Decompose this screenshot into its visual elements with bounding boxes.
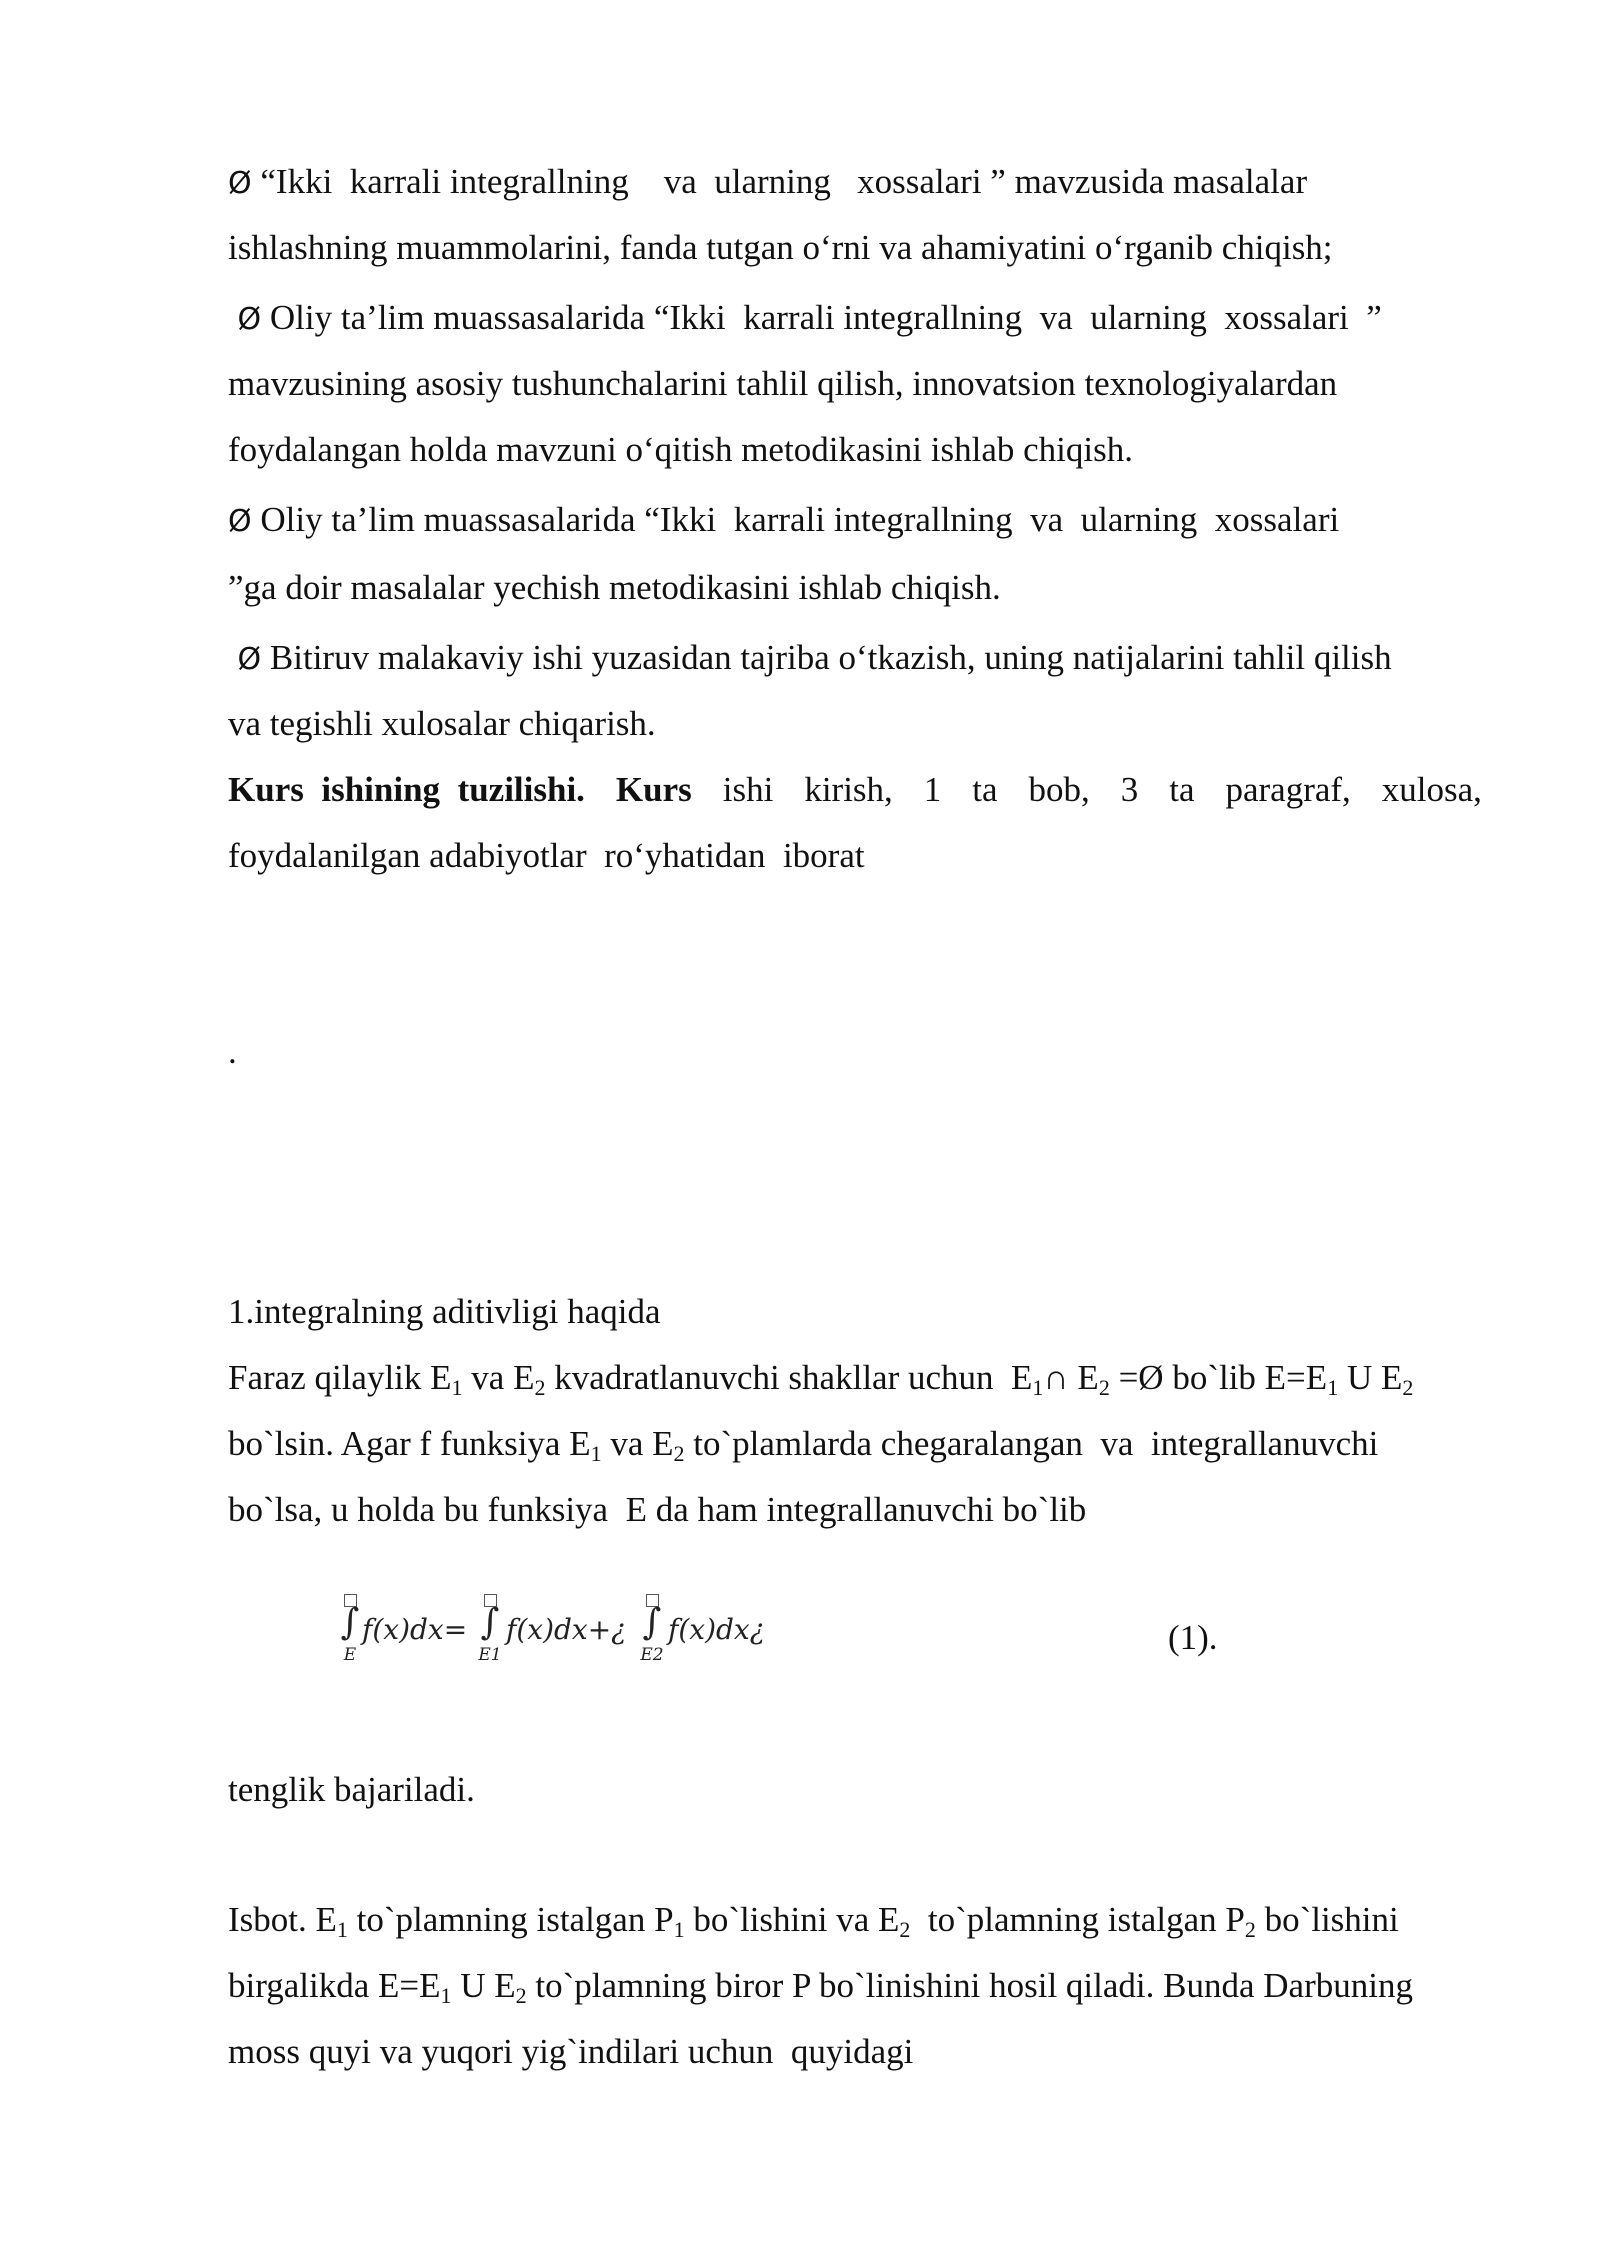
- text-line: Isbot. $E_1$ to`plamning istalgan $P_1$ bo`lishini va $E_2$ to`plamning istalgan $P_2$ bo`lishini: [228, 1900, 1399, 1942]
- text-line: birgalikda $E=E_1$ U $E_2$ to`plamning biror P bo`linishini hosil qiladi. Bunda Darbuning: [228, 1966, 1413, 2008]
- integral-2: [470, 1594, 510, 1674]
- bullet-text: Oliy ta’lim muassasalarida “Ikki karrali integrallning va ularning xossalari: [251, 500, 1340, 539]
- formula-term: f(x)dx+¿: [506, 1613, 627, 1646]
- integral-formula: [330, 1588, 850, 1678]
- structure-word: ta: [1169, 770, 1195, 809]
- bullet-line-3: [228, 498, 1339, 544]
- text-line: foydalanilgan adabiyotlar ro‘yhatidan iborat: [228, 836, 865, 875]
- bullet-line-2: [228, 296, 1382, 342]
- structure-word: xulosa,: [1381, 770, 1482, 809]
- integral-limit: E: [343, 1645, 357, 1665]
- text-line: tenglik bajariladi.: [228, 1770, 475, 1809]
- text-line: mavzusining asosiy tushunchalarini tahlil qilish, innovatsion texnologiyalardan: [228, 364, 1338, 403]
- text-line: ishlashning muammolarini, fanda tutgan o‘rni va ahamiyatini o‘rganib chiqish;: [228, 228, 1333, 267]
- bullet-line-4: [228, 636, 1392, 682]
- structure-word: ishi: [722, 770, 774, 809]
- bullet-text: Oliy ta’lim muassasalarida “Ikki karrali integrallning va ularning xossalari ”: [261, 298, 1382, 337]
- text-line: bo`lsa, u holda bu funksiya E da ham integrallanuvchi bo`lib: [228, 1490, 1087, 1529]
- structure-word: kirish,: [804, 770, 893, 809]
- integral-limit: E1: [478, 1645, 502, 1665]
- section-heading: 1.integralning aditivligi haqida: [228, 1292, 661, 1331]
- text-line: ”ga doir masalalar yechish metodikasini ishlab chiqish.: [228, 568, 1001, 607]
- formula-term: f(x)dx¿: [668, 1613, 765, 1646]
- structure-word: Kurs: [615, 770, 692, 809]
- bullet-icon: Ø: [228, 504, 252, 539]
- integral-sign: ∫: [340, 1602, 360, 1643]
- text-line: foydalangan holda mavzuni o‘qitish metodikasini ishlab chiqish.: [228, 430, 1133, 469]
- text-line: moss quyi va yuqori yig`indilari uchun quyidagi: [228, 2032, 914, 2071]
- structure-word: 1: [923, 770, 942, 809]
- integral-limit: E2: [640, 1645, 664, 1665]
- text-line: va tegishli xulosalar chiqarish.: [228, 704, 656, 743]
- integral-3: [632, 1594, 672, 1674]
- bullet-text: Bitiruv malakaviy ishi yuzasidan tajriba o‘tkazish, uning natijalarini tahlil qilish: [261, 638, 1392, 677]
- formula-term: f(x)dx=: [362, 1613, 468, 1646]
- structure-word: bob,: [1028, 770, 1090, 809]
- integral-sign: ∫: [642, 1602, 662, 1643]
- bullet-icon: Ø: [228, 302, 262, 337]
- structure-line: [228, 768, 1482, 812]
- bullet-icon: Ø: [228, 166, 252, 201]
- equation-number: (1).: [1168, 1618, 1218, 1657]
- text-line: bo`lsin. Agar f funksiya $E_1$ va $E_2$ to`plamlarda chegaralangan va integrallanuvchi: [228, 1424, 1379, 1466]
- bullet-text: “Ikki karrali integrallning va ularning xossalari ” mavzusida masalalar: [251, 162, 1308, 201]
- integral-sign: ∫: [480, 1602, 500, 1643]
- structure-word: 3: [1120, 770, 1139, 809]
- structure-word: ta: [972, 770, 998, 809]
- bullet-icon: Ø: [228, 642, 262, 677]
- structure-word: paragraf,: [1225, 770, 1351, 809]
- bullet-line-1: [228, 160, 1307, 206]
- structure-heading: Kurs ishining tuzilishi.: [228, 770, 585, 809]
- lone-dot: .: [228, 1032, 237, 1071]
- text-line: Faraz qilaylik $E_1$ va $E_2$ kvadratlanuvchi shakllar uchun $E_1\cap$ $E_2$ =Ø bo`lib $E=E_1$ U $E_2$: [228, 1358, 1414, 1400]
